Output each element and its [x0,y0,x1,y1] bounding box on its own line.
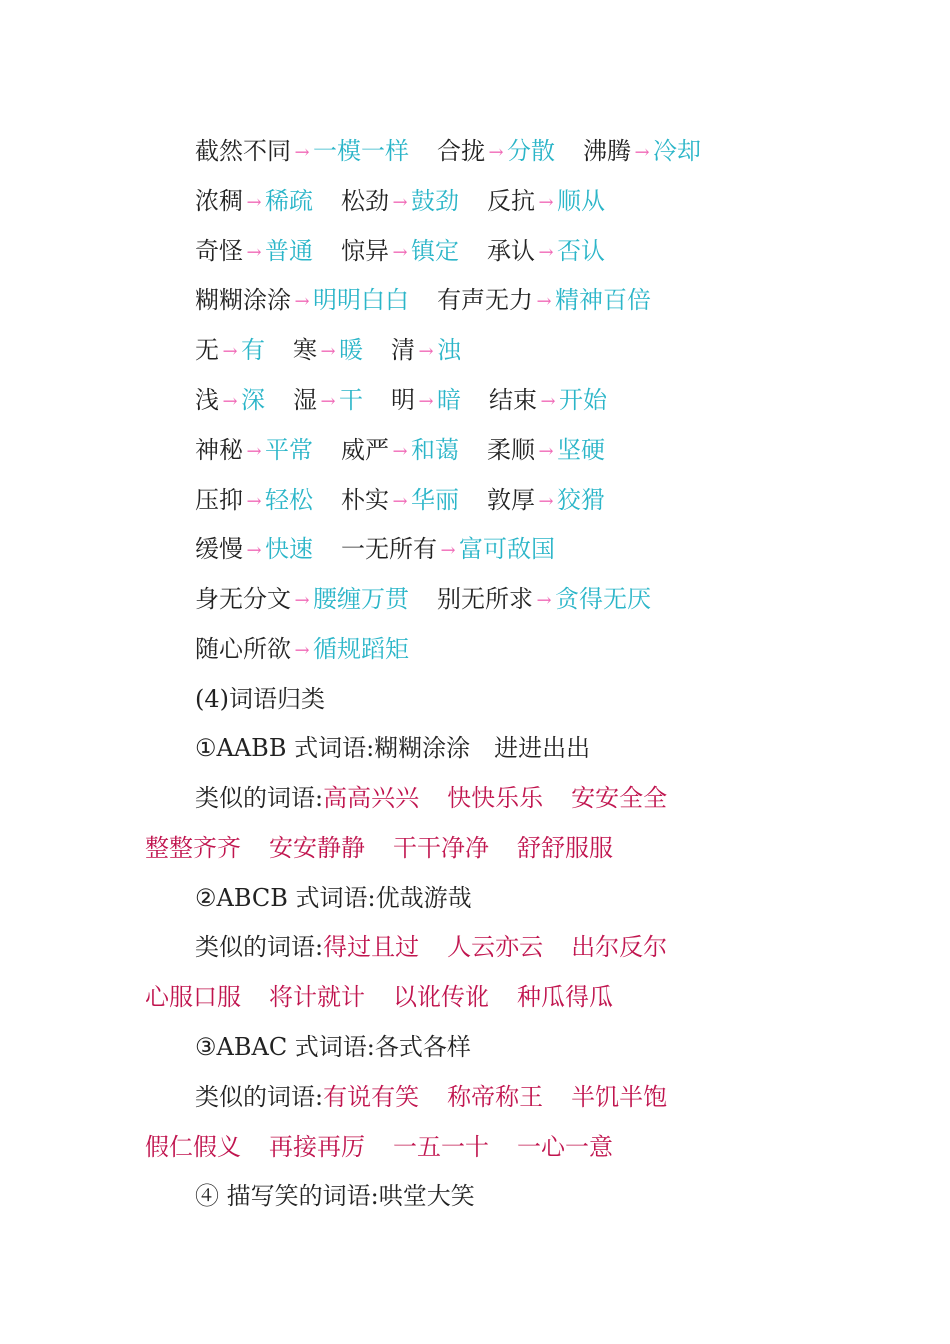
antonym-pair [341,480,459,523]
word: 结束 [489,386,537,414]
word: 随心所欲 [195,635,291,663]
antonym-pair [487,181,605,224]
similar-words-line [195,778,667,818]
arrow-icon: → [222,391,238,412]
antonym: 顺从 [557,187,605,215]
word: 一无所有 [341,535,437,563]
arrow-icon: → [392,491,408,512]
antonym: 开始 [559,386,607,414]
similar-words-line [195,927,667,967]
arrow-icon: → [536,291,552,312]
antonym: 稀疏 [265,187,313,215]
antonym: 浊 [437,336,461,364]
similar-label: 类似的词语: [195,1083,324,1111]
arrow-icon: → [294,291,310,312]
example-word: 安安全全 [571,784,668,812]
antonym-pair [583,131,701,174]
antonym-pair [341,529,555,572]
arrow-icon: → [320,391,336,412]
similar-words-line [195,1077,667,1117]
antonym: 暗 [437,386,461,414]
arrow-icon: → [246,540,262,561]
antonym: 快速 [265,535,313,563]
antonym-pair [487,231,605,274]
word: 奇怪 [195,237,243,265]
word: 湿 [293,386,317,414]
arrow-icon: → [294,142,310,163]
word: 反抗 [487,187,535,215]
antonym: 贪得无厌 [555,585,651,613]
antonym: 否认 [557,237,605,265]
word: 无 [195,336,219,364]
example-word: 心服口服 [145,983,241,1011]
antonym: 深 [241,386,265,414]
word: 惊异 [341,237,389,265]
antonym: 冷却 [653,137,701,165]
word: 糊糊涂涂 [195,286,291,314]
antonym-pair [437,280,651,323]
antonym-pair [195,529,313,572]
example-word: 再接再厉 [269,1133,365,1161]
example-word: 将计就计 [269,983,365,1011]
antonym: 狡猾 [557,486,605,514]
antonym-pair [195,629,409,672]
word: 有声无力 [437,286,533,314]
antonym: 精神百倍 [555,286,651,314]
example-word: 称帝称王 [447,1083,544,1111]
arrow-icon: → [538,441,554,462]
example-word: 以讹传讹 [393,983,489,1011]
antonym: 有 [241,336,265,364]
antonym: 腰缠万贯 [313,585,409,613]
antonym-line [195,131,701,171]
antonym-pair [293,380,363,423]
example-word: 得过且过 [323,933,420,961]
antonym: 明明白白 [313,286,409,314]
antonym-line [195,380,607,420]
word: 松劲 [341,187,389,215]
word: 缓慢 [195,535,243,563]
antonym-pair [341,430,459,473]
word: 压抑 [195,486,243,514]
word: 浅 [195,386,219,414]
similar-words-line [145,977,613,1017]
group-title: ②ABCB 式词语:优哉游哉 [195,884,472,912]
word: 朴实 [341,486,389,514]
word: 别无所求 [437,585,533,613]
antonym-pair [195,380,265,423]
antonym: 鼓劲 [411,187,459,215]
example-word: 舒舒服服 [517,834,613,862]
example-word: 高高兴兴 [323,784,420,812]
antonym-pair [195,231,313,274]
antonym: 富可敌国 [459,535,555,563]
arrow-icon: → [392,242,408,263]
group-title: ①AABB 式词语:糊糊涂涂 进进出出 [195,734,591,762]
antonym: 普通 [265,237,313,265]
antonym-pair [489,380,607,423]
arrow-icon: → [320,341,336,362]
example-word: 快快乐乐 [447,784,544,812]
similar-words-line [145,1127,613,1167]
antonym-pair [437,579,651,622]
antonym-pair [195,579,409,622]
antonym-pair [195,430,313,473]
antonym-line [195,480,605,520]
arrow-icon: → [246,242,262,263]
word: 神秘 [195,436,243,464]
example-word: 假仁假义 [145,1133,241,1161]
antonym-line [195,430,605,470]
antonym-pair [195,280,409,323]
example-word: 种瓜得瓜 [517,983,613,1011]
antonym-pair [391,330,461,373]
word: 寒 [293,336,317,364]
example-word: 有说有笑 [323,1083,420,1111]
word: 明 [391,386,415,414]
antonym-pair [487,430,605,473]
antonym-pair [195,131,409,174]
antonym: 华丽 [411,486,459,514]
antonym: 分散 [507,137,555,165]
antonym-pair [437,131,555,174]
antonym-line [195,579,651,619]
example-word: 安安静静 [269,834,365,862]
arrow-icon: → [536,590,552,611]
antonym: 平常 [265,436,313,464]
arrow-icon: → [418,341,434,362]
arrow-icon: → [392,192,408,213]
example-word: 一心一意 [517,1133,613,1161]
antonym: 坚硬 [557,436,605,464]
arrow-icon: → [418,391,434,412]
antonym: 暖 [339,336,363,364]
arrow-icon: → [246,441,262,462]
word: 沸腾 [583,137,631,165]
antonym: 一模一样 [313,137,409,165]
antonym-pair [341,231,459,274]
example-word: 干干净净 [393,834,489,862]
antonym-pair [293,330,363,373]
example-word: 人云亦云 [447,933,544,961]
antonym-pair [391,380,461,423]
similar-label: 类似的词语: [195,933,324,961]
arrow-icon: → [634,142,650,163]
antonym: 轻松 [265,486,313,514]
arrow-icon: → [488,142,504,163]
word: 承认 [487,237,535,265]
arrow-icon: → [538,491,554,512]
antonym-line [195,529,555,569]
antonym: 和蔼 [411,436,459,464]
antonym: 镇定 [411,237,459,265]
group-title: ③ABAC 式词语:各式各样 [195,1033,471,1061]
antonym: 循规蹈矩 [313,635,409,663]
section-heading: (4)词语归类 [195,685,325,713]
arrow-icon: → [538,192,554,213]
antonym-line [195,330,461,370]
antonym-pair [195,181,313,224]
antonym-line [195,280,651,320]
word: 截然不同 [195,137,291,165]
antonym-pair [195,330,265,373]
example-word: 一五一十 [393,1133,489,1161]
antonym-pair [195,480,313,523]
antonym-line [195,181,605,221]
arrow-icon: → [294,590,310,611]
similar-words-line [145,828,613,868]
example-word: 半饥半饱 [571,1083,668,1111]
word: 威严 [341,436,389,464]
antonym-line [195,231,605,271]
word: 身无分文 [195,585,291,613]
word: 浓稠 [195,187,243,215]
arrow-icon: → [440,540,456,561]
example-word: 出尔反尔 [571,933,668,961]
antonym-line [195,629,409,669]
word: 敦厚 [487,486,535,514]
arrow-icon: → [392,441,408,462]
arrow-icon: → [246,192,262,213]
antonym-pair [341,181,459,224]
word: 清 [391,336,415,364]
similar-label: 类似的词语: [195,784,324,812]
antonym: 干 [339,386,363,414]
arrow-icon: → [222,341,238,362]
arrow-icon: → [538,242,554,263]
laugh-words-line: ④ 描写笑的词语:哄堂大笑 [195,1182,475,1210]
word: 柔顺 [487,436,535,464]
arrow-icon: → [246,491,262,512]
arrow-icon: → [294,640,310,661]
example-word: 整整齐齐 [145,834,241,862]
word: 合拢 [437,137,485,165]
antonym-pair [487,480,605,523]
arrow-icon: → [540,391,556,412]
